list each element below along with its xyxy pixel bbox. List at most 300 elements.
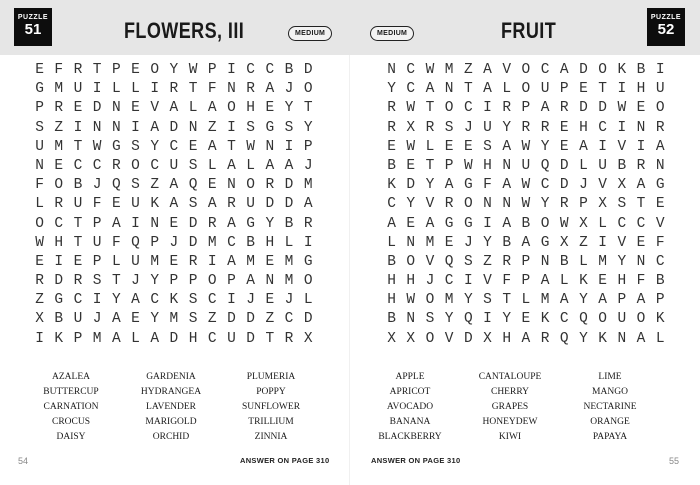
grid-letter: C <box>463 100 473 117</box>
grid-letter: E <box>463 138 473 155</box>
grid-letter: W <box>617 100 627 117</box>
grid-letter: L <box>598 215 607 232</box>
grid-letter: N <box>227 177 236 194</box>
grid-letter: Y <box>150 138 160 155</box>
grid-letter: J <box>284 81 294 98</box>
grid-letter: W <box>35 234 44 251</box>
grid-letter: D <box>169 330 179 347</box>
grid-letter: A <box>111 311 121 328</box>
grid-letter: M <box>92 330 102 347</box>
grid-letter: T <box>303 100 313 117</box>
grid-letter: A <box>303 196 313 213</box>
grid-letter: I <box>617 119 627 136</box>
grid-letter: E <box>387 138 396 155</box>
grid-letter: E <box>73 253 83 270</box>
grid-letter: I <box>73 119 83 136</box>
grid-letter: P <box>559 81 569 98</box>
grid-letter: K <box>598 330 607 347</box>
word-list-item: BLACKBERRY <box>378 432 442 442</box>
grid-letter: U <box>617 311 627 328</box>
grid-letter: B <box>617 157 627 174</box>
grid-letter: C <box>227 234 236 251</box>
grid-row <box>382 253 670 272</box>
grid-letter: J <box>92 177 102 194</box>
grid-letter: E <box>35 62 44 78</box>
grid-letter: G <box>540 234 550 251</box>
grid-letter: R <box>502 253 512 270</box>
grid-letter: B <box>559 253 569 270</box>
difficulty-badge: MEDIUM <box>288 26 332 41</box>
grid-letter: L <box>655 330 665 347</box>
grid-letter: I <box>483 215 492 232</box>
grid-letter: C <box>540 62 550 78</box>
grid-letter: E <box>265 100 275 117</box>
grid-letter: R <box>303 215 313 232</box>
grid-letter: D <box>284 177 294 194</box>
grid-letter: N <box>92 119 102 136</box>
grid-letter: L <box>303 292 313 309</box>
grid-letter: U <box>73 196 83 213</box>
grid-row <box>30 215 318 234</box>
grid-letter: B <box>387 311 396 328</box>
grid-letter: N <box>227 81 236 98</box>
grid-letter: X <box>559 234 569 251</box>
grid-row <box>30 157 318 176</box>
grid-letter: A <box>207 138 217 155</box>
grid-letter: H <box>387 273 396 290</box>
grid-letter: N <box>111 119 121 136</box>
grid-row <box>382 61 670 80</box>
grid-letter: D <box>303 62 313 78</box>
grid-letter: N <box>150 215 160 232</box>
grid-letter: Y <box>444 311 454 328</box>
grid-letter: O <box>54 177 64 194</box>
grid-row <box>382 310 670 329</box>
grid-letter: C <box>207 330 217 347</box>
grid-letter: E <box>131 311 140 328</box>
grid-letter: T <box>227 138 236 155</box>
grid-letter: C <box>406 62 416 78</box>
grid-letter: W <box>406 292 416 309</box>
grid-letter: C <box>54 215 64 232</box>
grid-letter: I <box>303 234 313 251</box>
grid-letter: G <box>265 119 275 136</box>
grid-letter: H <box>502 330 512 347</box>
grid-letter: A <box>636 330 646 347</box>
grid-letter: T <box>425 157 435 174</box>
grid-letter: A <box>579 138 588 155</box>
grid-letter: L <box>131 81 140 98</box>
grid-letter: L <box>387 234 396 251</box>
grid-letter: O <box>35 215 44 232</box>
puzzle-badge <box>14 8 52 46</box>
grid-letter: Q <box>463 311 473 328</box>
grid-letter: R <box>502 100 512 117</box>
grid-letter: D <box>92 100 102 117</box>
grid-row <box>382 138 670 157</box>
grid-letter: U <box>227 330 236 347</box>
grid-letter: E <box>265 253 275 270</box>
grid-letter: H <box>54 234 64 251</box>
grid-letter: R <box>54 100 64 117</box>
grid-letter: C <box>73 157 83 174</box>
grid-row <box>382 195 670 214</box>
grid-letter: M <box>150 253 160 270</box>
grid-letter: O <box>227 100 236 117</box>
grid-letter: A <box>265 81 275 98</box>
word-list-item: APRICOT <box>389 387 431 397</box>
grid-letter: X <box>35 311 44 328</box>
grid-letter: Y <box>406 196 416 213</box>
grid-letter: S <box>246 119 255 136</box>
grid-letter: W <box>559 215 569 232</box>
grid-letter: B <box>54 311 64 328</box>
grid-row <box>382 119 670 138</box>
grid-letter: X <box>303 330 313 347</box>
grid-row <box>30 176 318 195</box>
grid-letter: J <box>246 292 255 309</box>
grid-letter: N <box>483 196 492 213</box>
word-list-item: LIME <box>598 372 622 382</box>
grid-letter: W <box>188 62 198 78</box>
grid-letter: I <box>655 62 665 78</box>
grid-letter: G <box>303 253 313 270</box>
grid-letter: G <box>463 177 473 194</box>
grid-row <box>30 138 318 157</box>
grid-letter: D <box>246 330 255 347</box>
grid-letter: R <box>636 157 646 174</box>
grid-letter: L <box>131 330 140 347</box>
grid-letter: W <box>463 157 473 174</box>
grid-letter: A <box>111 330 121 347</box>
grid-letter: E <box>169 215 179 232</box>
grid-letter: L <box>559 273 569 290</box>
grid-letter: C <box>636 215 646 232</box>
grid-letter: I <box>483 311 492 328</box>
grid-letter: S <box>188 196 198 213</box>
grid-letter: A <box>425 81 435 98</box>
grid-letter: W <box>425 62 435 78</box>
letter-grid <box>382 61 670 349</box>
word-list-item: SUNFLOWER <box>241 402 301 412</box>
grid-letter: B <box>73 177 83 194</box>
word-list-item: POPPY <box>256 387 286 397</box>
grid-letter: K <box>617 62 627 78</box>
grid-letter: K <box>169 292 179 309</box>
grid-row <box>382 99 670 118</box>
grid-letter: V <box>617 138 627 155</box>
grid-letter: Y <box>579 330 588 347</box>
grid-letter: A <box>284 157 294 174</box>
grid-row <box>30 99 318 118</box>
grid-letter: E <box>265 292 275 309</box>
grid-letter: O <box>598 62 607 78</box>
grid-letter: M <box>246 253 255 270</box>
grid-row <box>382 215 670 234</box>
grid-letter: A <box>169 196 179 213</box>
grid-letter: C <box>92 157 102 174</box>
grid-letter: P <box>655 292 665 309</box>
word-list-item: DAISY <box>56 432 86 442</box>
word-list-item: ORANGE <box>590 417 630 427</box>
grid-letter: A <box>540 273 550 290</box>
grid-letter: I <box>463 273 473 290</box>
grid-letter: F <box>502 273 512 290</box>
grid-letter: R <box>655 119 665 136</box>
grid-letter: M <box>444 292 454 309</box>
grid-letter: H <box>636 81 646 98</box>
grid-letter: Z <box>150 177 160 194</box>
word-list-item: PLUMERIA <box>246 372 296 382</box>
grid-letter: X <box>406 330 416 347</box>
grid-letter: A <box>169 100 179 117</box>
grid-letter: U <box>598 157 607 174</box>
grid-letter: E <box>169 253 179 270</box>
grid-letter: B <box>636 62 646 78</box>
grid-letter: N <box>617 330 627 347</box>
grid-letter: U <box>169 157 179 174</box>
grid-letter: K <box>655 311 665 328</box>
grid-row <box>30 330 318 349</box>
grid-letter: H <box>483 157 492 174</box>
grid-letter: E <box>131 100 140 117</box>
grid-letter: D <box>579 100 588 117</box>
grid-letter: D <box>579 62 588 78</box>
grid-letter: O <box>521 62 531 78</box>
word-list-item: GARDENIA <box>146 372 196 382</box>
grid-letter: U <box>540 81 550 98</box>
grid-letter: R <box>188 253 198 270</box>
grid-letter: Z <box>265 311 275 328</box>
grid-letter: D <box>559 177 569 194</box>
grid-letter: H <box>387 292 396 309</box>
page-number: 55 <box>669 456 680 466</box>
grid-letter: A <box>636 292 646 309</box>
grid-letter: C <box>598 119 607 136</box>
word-list-item: CARNATION <box>43 402 99 412</box>
grid-letter: C <box>150 292 160 309</box>
grid-letter: O <box>406 253 416 270</box>
grid-letter: Y <box>502 119 512 136</box>
grid-letter: W <box>406 138 416 155</box>
grid-letter: A <box>111 215 121 232</box>
grid-letter: A <box>521 330 531 347</box>
grid-letter: L <box>579 157 588 174</box>
grid-letter: Y <box>425 177 435 194</box>
grid-letter: P <box>188 273 198 290</box>
grid-letter: R <box>246 81 255 98</box>
grid-letter: E <box>73 100 83 117</box>
grid-letter: N <box>502 196 512 213</box>
grid-letter: J <box>425 273 435 290</box>
grid-letter: D <box>169 119 179 136</box>
grid-letter: O <box>246 177 255 194</box>
grid-letter: Y <box>284 100 294 117</box>
grid-letter: P <box>35 100 44 117</box>
grid-letter: O <box>521 81 531 98</box>
grid-letter: F <box>92 196 102 213</box>
puzzle-title: FRUIT <box>501 18 557 43</box>
word-list-item: AZALEA <box>52 372 90 382</box>
grid-letter: B <box>284 215 294 232</box>
grid-row <box>382 234 670 253</box>
word-list-item: ZINNIA <box>254 432 288 442</box>
grid-letter: C <box>207 292 217 309</box>
grid-letter: S <box>617 196 627 213</box>
grid-letter: C <box>617 215 627 232</box>
grid-letter: R <box>111 157 121 174</box>
grid-letter: R <box>54 196 64 213</box>
grid-letter: S <box>188 157 198 174</box>
grid-letter: V <box>502 62 512 78</box>
grid-letter: Q <box>540 157 550 174</box>
grid-letter: P <box>92 253 102 270</box>
grid-letter: A <box>502 138 512 155</box>
grid-letter: M <box>169 311 179 328</box>
grid-letter: A <box>636 177 646 194</box>
grid-letter: J <box>284 292 294 309</box>
grid-letter: P <box>73 330 83 347</box>
grid-letter: O <box>303 273 313 290</box>
word-list-item: CHERRY <box>490 387 529 397</box>
grid-letter: D <box>598 100 607 117</box>
grid-letter: N <box>540 253 550 270</box>
grid-letter: P <box>303 138 313 155</box>
grid-letter: A <box>265 157 275 174</box>
grid-letter: R <box>387 119 396 136</box>
grid-row <box>382 291 670 310</box>
grid-letter: H <box>188 330 198 347</box>
grid-row <box>30 272 318 291</box>
grid-letter: H <box>617 273 627 290</box>
grid-letter: U <box>655 81 665 98</box>
grid-letter: N <box>502 157 512 174</box>
grid-letter: R <box>540 330 550 347</box>
grid-letter: U <box>483 119 492 136</box>
grid-letter: Q <box>559 330 569 347</box>
grid-letter: N <box>111 100 121 117</box>
grid-letter: P <box>150 234 160 251</box>
grid-letter: H <box>406 273 416 290</box>
grid-letter: M <box>207 234 217 251</box>
grid-letter: M <box>54 138 64 155</box>
grid-letter: V <box>598 177 607 194</box>
grid-letter: C <box>150 157 160 174</box>
grid-letter: L <box>246 157 255 174</box>
grid-letter: V <box>483 273 492 290</box>
grid-letter: I <box>284 138 294 155</box>
grid-letter: L <box>425 138 435 155</box>
grid-letter: A <box>227 215 236 232</box>
grid-letter: R <box>73 273 83 290</box>
grid-letter: V <box>150 100 160 117</box>
grid-letter: R <box>444 196 454 213</box>
grid-letter: T <box>73 138 83 155</box>
grid-letter: M <box>284 273 294 290</box>
grid-row <box>382 176 670 195</box>
grid-letter: Q <box>111 177 121 194</box>
grid-letter: M <box>425 234 435 251</box>
grid-letter: A <box>540 100 550 117</box>
grid-letter: Y <box>303 119 313 136</box>
grid-letter: O <box>303 81 313 98</box>
grid-letter: D <box>463 330 473 347</box>
grid-letter: X <box>387 330 396 347</box>
grid-letter: R <box>559 196 569 213</box>
grid-letter: U <box>131 253 140 270</box>
puzzle-title: FLOWERS, III <box>124 18 245 43</box>
word-list-item: BANANA <box>389 417 431 427</box>
grid-letter: E <box>636 100 646 117</box>
grid-letter: A <box>169 177 179 194</box>
grid-letter: Z <box>463 62 473 78</box>
grid-letter: N <box>444 81 454 98</box>
grid-letter: T <box>73 234 83 251</box>
grid-letter: F <box>207 81 217 98</box>
grid-letter: N <box>35 157 44 174</box>
grid-letter: E <box>188 138 198 155</box>
grid-letter: O <box>207 273 217 290</box>
grid-letter: I <box>598 138 607 155</box>
grid-letter: A <box>246 273 255 290</box>
grid-letter: E <box>598 273 607 290</box>
grid-letter: O <box>425 292 435 309</box>
grid-letter: Q <box>444 253 454 270</box>
word-list-item: MARIGOLD <box>145 417 197 427</box>
page-number: 54 <box>18 456 29 466</box>
grid-letter: P <box>169 273 179 290</box>
grid-letter: E <box>207 177 217 194</box>
word-list-item: CANTALOUPE <box>478 372 542 382</box>
grid-letter: W <box>521 177 531 194</box>
grid-row <box>30 253 318 272</box>
grid-letter: S <box>444 119 454 136</box>
grid-letter: S <box>188 311 198 328</box>
grid-letter: S <box>483 292 492 309</box>
grid-letter: J <box>463 234 473 251</box>
grid-letter: I <box>598 234 607 251</box>
grid-letter: D <box>406 177 416 194</box>
word-list-item: HYDRANGEA <box>140 387 202 397</box>
grid-letter: H <box>265 234 275 251</box>
grid-letter: O <box>425 330 435 347</box>
grid-letter: E <box>444 138 454 155</box>
grid-letter: A <box>444 177 454 194</box>
grid-letter: G <box>463 215 473 232</box>
grid-letter: D <box>188 215 198 232</box>
grid-letter: A <box>502 177 512 194</box>
grid-letter: E <box>559 119 569 136</box>
grid-letter: S <box>35 119 44 136</box>
grid-letter: I <box>227 292 236 309</box>
grid-letter: B <box>284 62 294 78</box>
grid-letter: B <box>655 273 665 290</box>
grid-letter: U <box>73 311 83 328</box>
grid-letter: F <box>54 62 64 78</box>
grid-letter: Q <box>188 177 198 194</box>
grid-letter: U <box>92 234 102 251</box>
grid-letter: I <box>150 81 160 98</box>
word-list <box>21 370 321 445</box>
grid-letter: N <box>636 119 646 136</box>
grid-letter: I <box>131 215 140 232</box>
grid-letter: A <box>521 234 531 251</box>
grid-letter: Z <box>207 119 217 136</box>
grid-letter: T <box>265 330 275 347</box>
grid-letter: A <box>387 215 396 232</box>
grid-letter: R <box>284 330 294 347</box>
grid-letter: X <box>483 330 492 347</box>
